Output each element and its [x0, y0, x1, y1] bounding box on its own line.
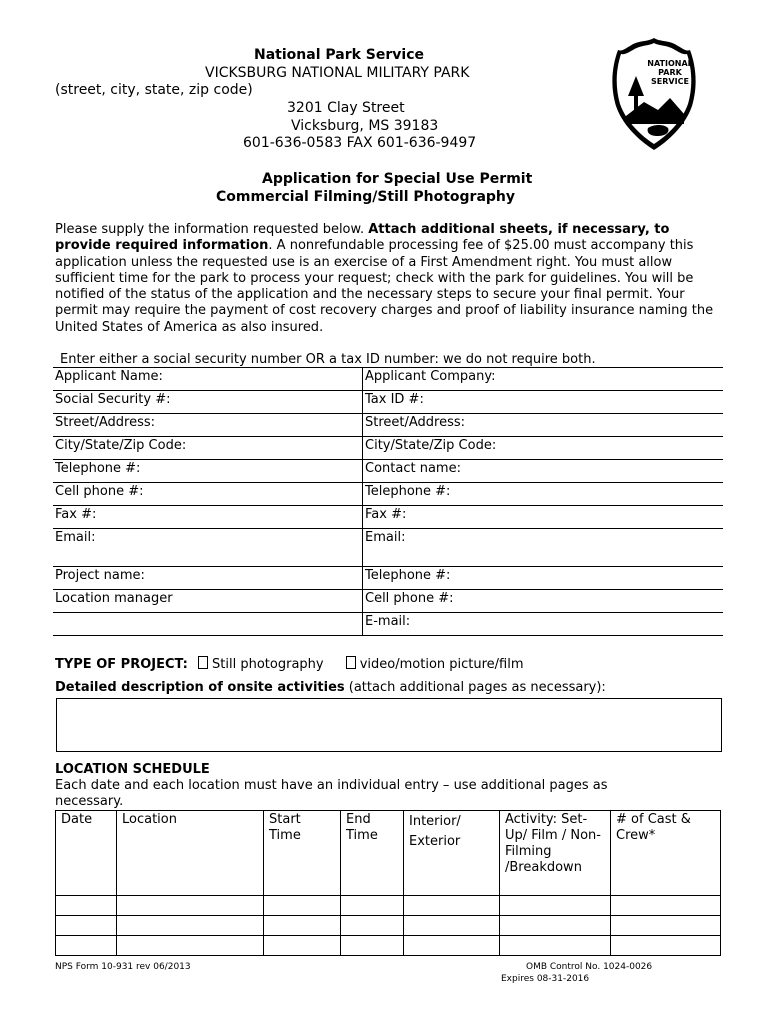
nps-logo	[608, 36, 700, 152]
video-film-checkbox[interactable]	[346, 656, 356, 669]
field-contact-telephone[interactable]: Telephone #:	[363, 483, 724, 506]
schedule-cell[interactable]	[117, 936, 264, 956]
schedule-cell[interactable]	[500, 916, 611, 936]
video-film-label: video/motion picture/film	[359, 657, 524, 672]
field-applicant-name[interactable]: Applicant Name:	[53, 368, 363, 391]
schedule-cell[interactable]	[611, 916, 721, 936]
form-number: NPS Form 10-931 rev 06/2013	[55, 962, 191, 972]
intro-paragraph	[55, 222, 720, 336]
intro-text-1: Please supply the information requested below.	[55, 222, 369, 237]
location-schedule-title: LOCATION SCHEDULE	[55, 762, 210, 777]
location-schedule-table	[55, 810, 721, 956]
schedule-cell[interactable]	[404, 896, 500, 916]
schedule-cell[interactable]	[56, 896, 117, 916]
expiration-date: Expires 08-31-2016	[501, 974, 590, 984]
schedule-cell[interactable]	[56, 936, 117, 956]
logo-text-park: PARK	[658, 68, 682, 77]
col-interior-exterior: Interior/ Exterior	[404, 811, 500, 896]
field-project-name[interactable]: Project name:	[53, 567, 363, 590]
field-fax[interactable]: Fax #:	[53, 506, 363, 529]
table-row	[56, 936, 721, 956]
field-contact-name[interactable]: Contact name:	[363, 460, 724, 483]
logo-text-national: NATIONAL	[647, 59, 693, 68]
field-company-city-state-zip[interactable]: City/State/Zip Code:	[363, 437, 724, 460]
logo-text-service: SERVICE	[651, 77, 689, 86]
agency-name: National Park Service	[254, 47, 424, 63]
table-header-row	[56, 811, 721, 896]
intro-text-bold: Attach additional sheets, if necessary, to provide required information	[55, 222, 670, 254]
schedule-cell[interactable]	[611, 896, 721, 916]
table-row	[53, 529, 723, 567]
field-tax-id[interactable]: Tax ID #:	[363, 391, 724, 414]
col-cast-crew: # of Cast & Crew*	[611, 811, 721, 896]
col-end-time: End Time	[341, 811, 404, 896]
field-street-address[interactable]: Street/Address:	[53, 414, 363, 437]
field-telephone[interactable]: Telephone #:	[53, 460, 363, 483]
table-row	[53, 414, 723, 437]
description-label-rest: (attach additional pages as necessary):	[344, 680, 606, 695]
table-row	[53, 567, 723, 590]
schedule-cell[interactable]	[341, 916, 404, 936]
schedule-cell[interactable]	[264, 896, 341, 916]
project-type-label: TYPE OF PROJECT:	[55, 657, 188, 672]
field-social-security[interactable]: Social Security #:	[53, 391, 363, 414]
col-location: Location	[117, 811, 264, 896]
omb-control-number: OMB Control No. 1024-0026	[526, 962, 653, 972]
table-row	[53, 391, 723, 414]
table-row	[53, 483, 723, 506]
table-row	[53, 368, 723, 391]
ssn-note: Enter either a social security number OR a tax ID number: we do not require both.	[60, 352, 596, 367]
still-photography-label: Still photography	[212, 657, 324, 672]
col-activity: Activity: Set-Up/ Film / Non-Filming /Breakdown	[500, 811, 611, 896]
col-date: Date	[56, 811, 117, 896]
schedule-cell[interactable]	[404, 936, 500, 956]
city-state-zip: Vicksburg, MS 39183	[291, 118, 439, 134]
table-row	[53, 506, 723, 529]
description-textbox[interactable]	[56, 698, 722, 752]
field-blank[interactable]	[53, 613, 363, 636]
field-city-state-zip[interactable]: City/State/Zip Code:	[53, 437, 363, 460]
intro-text-2: . A nonrefundable processing fee of $25.00 must accompany this application unless the requested use is an exercise of a First Amendment right. You must allow sufficient time for the park to process your request; check with the park for guidelines. You will be notified of the status of the application and the necessary steps to secure your final permit. Your permit may require the payment of cost recovery charges and proof of liability insurance naming the United States of America as also insured.	[55, 238, 714, 335]
location-schedule-instructions: Each date and each location must have an individual entry – use additional pages as necessary.	[55, 778, 608, 809]
schedule-cell[interactable]	[117, 916, 264, 936]
schedule-cell[interactable]	[500, 896, 611, 916]
schedule-cell[interactable]	[117, 896, 264, 916]
schedule-cell[interactable]	[264, 936, 341, 956]
table-row	[53, 613, 723, 636]
table-row	[53, 437, 723, 460]
field-company-email[interactable]: Email:	[363, 529, 724, 567]
field-cell-phone[interactable]: Cell phone #:	[53, 483, 363, 506]
table-row	[56, 916, 721, 936]
field-manager-email[interactable]: E-mail:	[363, 613, 724, 636]
address-hint: (street, city, state, zip code)	[55, 82, 253, 98]
field-manager-telephone[interactable]: Telephone #:	[363, 567, 724, 590]
description-label	[55, 680, 606, 695]
table-row	[53, 460, 723, 483]
schedule-cell[interactable]	[341, 936, 404, 956]
park-name: VICKSBURG NATIONAL MILITARY PARK	[205, 65, 470, 81]
arrowhead-emblem-icon	[608, 36, 700, 152]
schedule-cell[interactable]	[264, 916, 341, 936]
field-company-fax[interactable]: Fax #:	[363, 506, 724, 529]
street-address: 3201 Clay Street	[287, 100, 405, 116]
form-title-line2: Commercial Filming/Still Photography	[216, 189, 516, 205]
schedule-cell[interactable]	[611, 936, 721, 956]
table-row	[56, 896, 721, 916]
col-start-time: Start Time	[264, 811, 341, 896]
field-applicant-company[interactable]: Applicant Company:	[363, 368, 724, 391]
description-label-bold: Detailed description of onsite activities	[55, 680, 345, 695]
field-email[interactable]: Email:	[53, 529, 363, 567]
schedule-cell[interactable]	[404, 916, 500, 936]
applicant-info-table	[53, 367, 723, 636]
phone-fax: 601-636-0583 FAX 601-636-9497	[243, 135, 477, 151]
schedule-cell[interactable]	[500, 936, 611, 956]
still-photography-checkbox[interactable]	[198, 656, 208, 669]
table-row	[53, 590, 723, 613]
schedule-cell[interactable]	[341, 896, 404, 916]
project-type-row	[55, 656, 524, 672]
field-location-manager[interactable]: Location manager	[53, 590, 363, 613]
field-company-street-address[interactable]: Street/Address:	[363, 414, 724, 437]
schedule-cell[interactable]	[56, 916, 117, 936]
form-title-line1: Application for Special Use Permit	[262, 171, 533, 187]
field-manager-cell-phone[interactable]: Cell phone #:	[363, 590, 724, 613]
